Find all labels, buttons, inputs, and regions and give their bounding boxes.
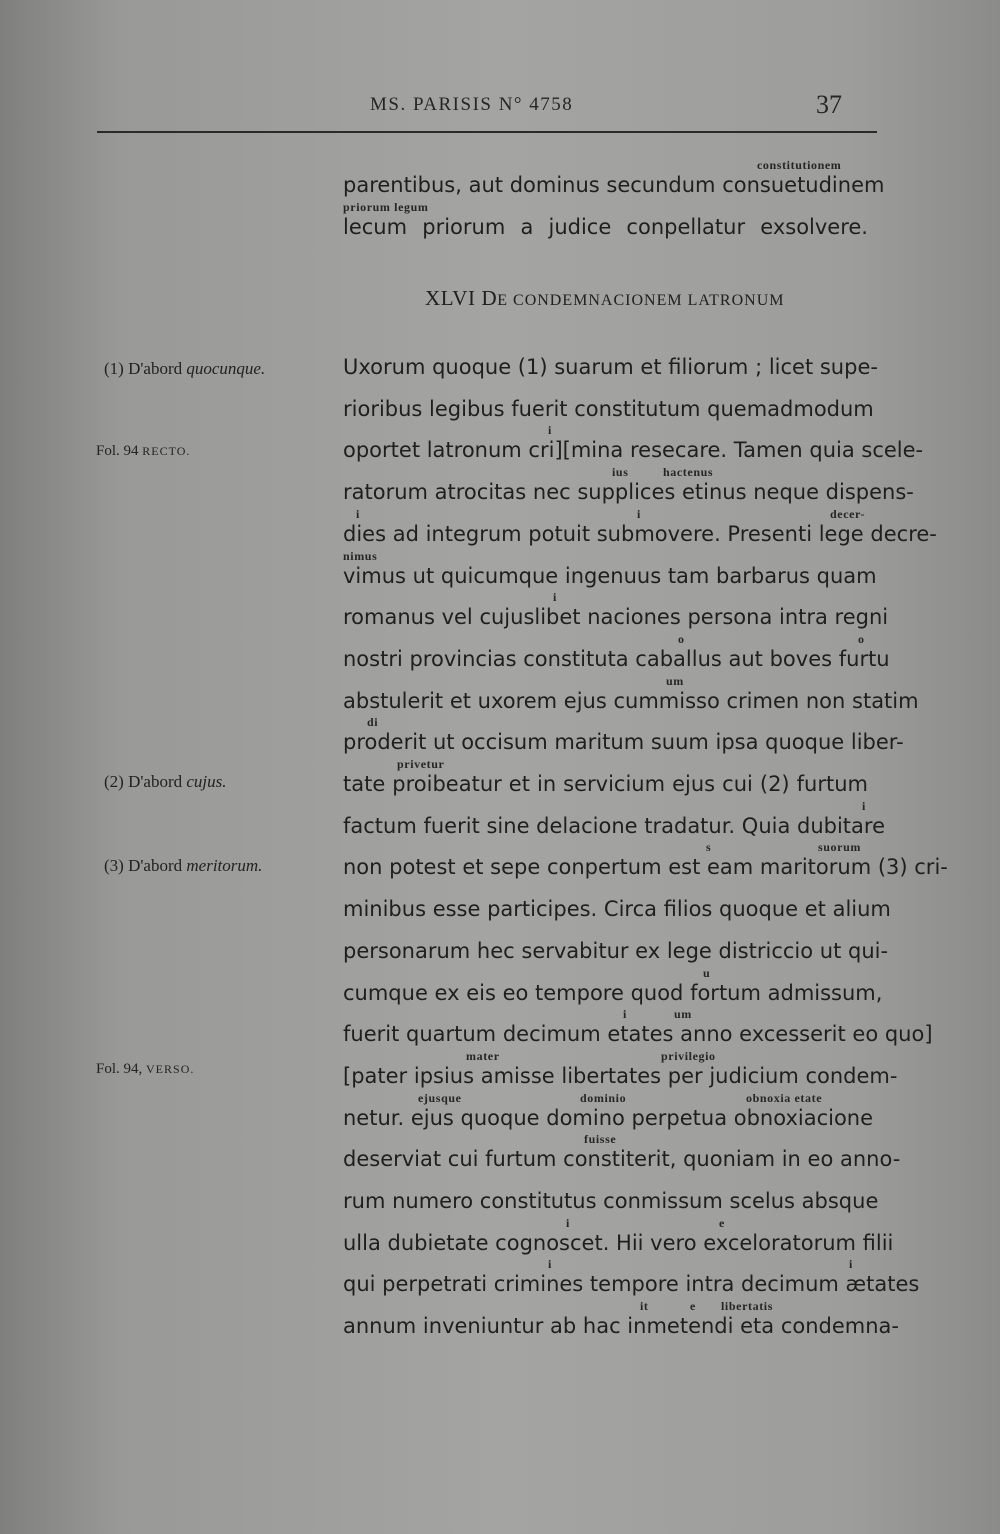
text-line: deserviat cui furtum constiterit, quoniam in eo anno- (343, 1147, 901, 1172)
gloss-word: i (862, 798, 866, 813)
text-line: rum numero constitutus conmissum scelus absque (343, 1189, 879, 1213)
text-line: netur. ejus quoque domino perpetua obnoxiacione (343, 1105, 874, 1130)
folio-recto (96, 443, 190, 465)
text-line: tate proibeatur et in servicium ejus cui (2) furtum (343, 772, 868, 796)
gloss-word: o (678, 631, 685, 646)
text-line: nostri provincias constituta caballus aut boves furtu (343, 646, 890, 671)
gloss-word: i (356, 506, 360, 521)
text-line: factum fuerit sine delacione tradatur. Quia dubitare (343, 813, 886, 838)
note-word: meritorum. (186, 856, 263, 875)
note-word: quocunque. (186, 359, 266, 378)
note-word: cujus. (186, 772, 227, 791)
note-number: (1) (104, 359, 124, 378)
text-line: cumque ex eis eo tempore quod fortum admissum, (343, 980, 883, 1005)
gloss-word: i (566, 1215, 570, 1230)
text-line: vimus ut quicumque ingenuus tam barbarus quam (343, 563, 877, 588)
gloss-word: hactenus (663, 465, 714, 480)
gloss-word: um (674, 1007, 692, 1022)
chapter-title-rest: E CONDEMNACIONEM LATRONUM (497, 292, 785, 309)
text-line: annum inveniuntur ab hac inmetendi eta condemna- (343, 1314, 899, 1339)
gloss-word: o (858, 631, 865, 646)
gloss-word: i (849, 1257, 853, 1272)
folio-label: Fol (96, 443, 117, 459)
text-line: dies ad integrum potuit submovere. Presenti lege decre- (343, 521, 937, 546)
folio-label: Fol (96, 1061, 117, 1077)
gloss-word: priorum legum (343, 199, 429, 214)
text-line: romanus vel cujuslibet naciones persona intra regni (343, 605, 889, 630)
gloss-word: libertatis (721, 1299, 773, 1314)
folio-number: . 94, (116, 1061, 143, 1077)
gloss-word: ejusque (418, 1090, 462, 1105)
gloss-word: e (690, 1299, 696, 1314)
gloss-word: suorum (818, 840, 861, 855)
margin-note-3 (104, 856, 262, 880)
gloss-word: decer- (830, 506, 866, 521)
chapter-title-initial: D (481, 286, 498, 310)
note-lead: D'abord (128, 359, 183, 378)
text-line: oportet latronum cri][mina resecare. Tamen quia scele- (343, 438, 924, 463)
note-number: (3) (104, 856, 124, 875)
page-header (0, 90, 1000, 130)
text-line: rioribus legibus fuerit constitutum quemadmodum (343, 396, 874, 421)
gloss-word: privetur (397, 757, 445, 771)
gloss-word: it (640, 1299, 649, 1314)
gloss-word: obnoxia etate (746, 1090, 823, 1105)
gloss-word: nimus (343, 548, 378, 563)
text-line: Uxorum quoque (1) suarum et filiorum ; licet supe- (343, 355, 878, 379)
gloss-word: um (666, 673, 684, 688)
gloss-word: i (548, 423, 552, 438)
text-line: minibus esse participes. Circa filios quoque et alium (343, 897, 891, 922)
text-line: fuerit quartum decimum etates anno excesserit eo quo] (343, 1022, 933, 1047)
text-line: [pater ipsius amisse libertates per judicium condem- (343, 1063, 898, 1088)
text-line: abstulerit et uxorem ejus cummisso crimen non statim (343, 688, 919, 713)
folio-verso (96, 1061, 194, 1083)
chapter-heading (425, 286, 905, 316)
gloss-word: constitutionem (757, 158, 842, 172)
gloss-word: ius (612, 465, 629, 480)
note-number: (2) (104, 772, 124, 791)
running-title: MS. PARISIS N° 4758 (370, 94, 574, 115)
text-line: non potest et sepe conpertum est eam maritorum (3) cri- (343, 855, 948, 880)
folio-number: . 94 (116, 443, 139, 459)
gloss-word: u (703, 965, 711, 980)
gloss-word: e (719, 1215, 725, 1230)
folio-side: RECTO. (142, 444, 191, 458)
gloss-word: s (706, 840, 712, 855)
text-line: qui perpetrati crimines tempore intra decimum ætates (343, 1272, 920, 1297)
gloss-word: dominio (580, 1090, 627, 1105)
margin-note-2 (104, 772, 227, 796)
margin-note-1 (104, 359, 265, 383)
page-number: 37 (816, 90, 842, 119)
text-line: lecum priorum a judice conpellatur exsolvere. (343, 214, 868, 239)
gloss-word: mater (466, 1048, 500, 1063)
gloss-word: i (548, 1257, 552, 1272)
gloss-word: fuisse (584, 1132, 617, 1147)
gloss-word: di (367, 715, 379, 730)
text-line: ulla dubietate cognoscet. Hii vero exceloratorum filii (343, 1230, 894, 1255)
gloss-word: i (553, 590, 557, 605)
text-line: proderit ut occisum maritum suum ipsa quoque liber- (343, 730, 904, 755)
note-lead: D'abord (128, 772, 183, 791)
folio-side: VERSO. (146, 1062, 195, 1076)
text-line: ratorum atrocitas nec supplices etinus neque dispens- (343, 480, 914, 505)
text-line: personarum hec servabitur ex lege districcio ut qui- (343, 938, 889, 963)
gloss-word: privilegio (661, 1048, 716, 1063)
gloss-word: i (623, 1007, 627, 1022)
text-line: parentibus, aut dominus secundum consuetudinem (343, 173, 885, 197)
gloss-word: i (637, 506, 641, 521)
note-lead: D'abord (128, 856, 183, 875)
chapter-number: XLVI (425, 286, 476, 310)
header-rule (97, 131, 877, 133)
